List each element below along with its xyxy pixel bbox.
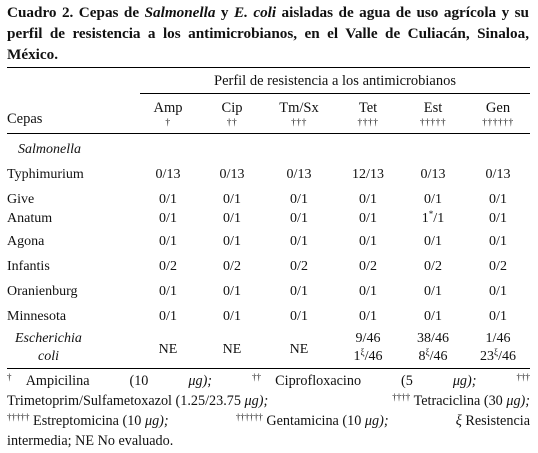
ecoli-tmsx: NE — [289, 342, 309, 357]
header-rule — [7, 133, 530, 134]
ecoli-tet-total: 9/46 — [355, 331, 381, 346]
table-cell: 0/2 — [359, 259, 377, 274]
caption-text: Cuadro 2. Cepas de — [7, 4, 145, 21]
top-rule — [7, 67, 530, 68]
ecoli-est-total: 38/46 — [417, 331, 449, 346]
row-name: Oranienburg — [7, 284, 78, 299]
table-cell: 0/1 — [489, 234, 507, 249]
col-header-amp: Amp — [153, 100, 183, 116]
table-cell: 0/1 — [424, 309, 442, 324]
table-cell: 1*/1 — [421, 209, 445, 226]
table-cell: 0/1 — [159, 192, 177, 207]
table-cell: 0/1 — [359, 234, 377, 249]
ecoli-gen-total: 1/46 — [485, 331, 511, 346]
footnote-mark: ††††† — [7, 412, 30, 422]
col-mark-tet: †††† — [357, 118, 379, 128]
group-header: Perfil de resistencia a los antimicrobianos — [214, 73, 456, 89]
footnote-line2: Trimetoprim/Sulfametoxazol (1.25/23.75 μg); †††† Tetraciclina (30 μg); — [7, 392, 530, 409]
xi-mark: ξ — [360, 347, 365, 357]
table-cell: 0/13 — [219, 167, 245, 182]
row-name: Give — [7, 192, 35, 207]
col-mark-amp: † — [165, 118, 171, 128]
table-cell: 0/1 — [290, 192, 308, 207]
ecoli-est-intermediate: $8^\xi/46$ — [418, 347, 448, 364]
table-cell: 0/1 — [223, 211, 241, 226]
table-cell: 0/1 — [290, 284, 308, 299]
footnote-line1: † Ampicilina (10 μg); †† Ciprofloxacino (5 μg); ††† — [7, 372, 530, 389]
col-header-cip: Cip — [221, 100, 243, 116]
table-cell: 0/2 — [223, 259, 241, 274]
col-mark-gen: †††††† — [482, 118, 514, 128]
table-cell: 0/1 — [424, 234, 442, 249]
table-cell: 0/2 — [424, 259, 442, 274]
row-name: Typhimurium — [7, 167, 84, 182]
table-cell: 0/1 — [290, 211, 308, 226]
table-cell: 0/2 — [290, 259, 308, 274]
table-cell: 0/1 — [159, 284, 177, 299]
table-cell: 0/1 — [359, 284, 377, 299]
col-mark-cip: †† — [226, 118, 238, 128]
table-cell: 0/1 — [223, 309, 241, 324]
asterisk-mark: * — [428, 209, 434, 219]
table-cell: 0/1 — [489, 192, 507, 207]
ecoli-name-line1: Escherichia — [15, 331, 82, 346]
table-cell: 0/1 — [223, 192, 241, 207]
table-cell: 0/1 — [424, 284, 442, 299]
table-cell: 0/1 — [359, 211, 377, 226]
xi-mark: ξ — [494, 347, 499, 357]
col-mark-est: ††††† — [419, 118, 447, 128]
table-cell: 0/1 — [159, 234, 177, 249]
row-name: Minnesota — [7, 309, 67, 324]
row-name: Infantis — [7, 259, 50, 274]
ecoli-name-line2: coli — [38, 349, 59, 364]
table-cell: 0/1 — [159, 309, 177, 324]
footnote-mark: † — [7, 372, 12, 382]
table-cell: 0/1 — [489, 284, 507, 299]
table-cell: 0/13 — [155, 167, 181, 182]
ecoli-tet-intermediate: $1^\xi/46$ — [353, 347, 383, 364]
table-cell: 0/2 — [489, 259, 507, 274]
table-cell: 0/13 — [485, 167, 511, 182]
table-cell: 0/13 — [420, 167, 446, 182]
footnote-line4: intermedia; NE No evaluado. — [7, 433, 174, 449]
table-cell: 0/1 — [359, 192, 377, 207]
table-cell: 0/1 — [489, 211, 507, 226]
caption-ecoli: E. coli — [233, 4, 277, 21]
caption-text: y — [215, 4, 234, 21]
table-cell: 0/1 — [290, 309, 308, 324]
table-cell: 0/1 — [290, 234, 308, 249]
table-cell: 0/1 — [159, 211, 177, 226]
caption-text: aisladas de agua de uso agrícola y su perfil de resistencia a los antimicrobianos, en el Valle de Culiacán, Sinaloa, México. — [7, 4, 529, 63]
col-header-tet: Tet — [358, 100, 378, 116]
col-mark-tmsx: ††† — [291, 118, 307, 128]
col-header-est: Est — [423, 100, 443, 116]
ecoli-amp: NE — [158, 342, 178, 357]
bottom-rule — [7, 368, 530, 369]
table-cell: 0/2 — [159, 259, 177, 274]
caption-salmonella: Salmonella — [144, 4, 216, 21]
table-cell: 12/13 — [352, 167, 384, 182]
table-cell: 0/1 — [359, 309, 377, 324]
table-cell: 0/13 — [286, 167, 312, 182]
col-header-tmsx: Tm/Sx — [279, 100, 319, 116]
footnote-mark: †††††† — [235, 412, 263, 422]
group-header-rule — [140, 93, 530, 94]
section-label-salmonella: Salmonella — [18, 142, 81, 157]
table-cell: 0/1 — [424, 192, 442, 207]
table-cell: 0/1 — [223, 284, 241, 299]
footnote-mark: ††† — [516, 372, 530, 382]
footnote-line3: ††††† Estreptomicina (10 μg); †††††† Gentamicina (10 μg); ξ Resistencia — [7, 412, 530, 429]
row-name: Agona — [7, 234, 45, 249]
footnote-mark: †† — [251, 372, 261, 382]
row-header: Cepas — [7, 111, 43, 127]
table-caption — [7, 2, 529, 65]
table-cell: 0/1 — [489, 309, 507, 324]
row-name: Anatum — [7, 211, 53, 226]
xi-mark: ξ — [425, 347, 430, 357]
ecoli-gen-intermediate: $23^\xi/46$ — [480, 347, 516, 364]
table-cell: 0/1 — [223, 234, 241, 249]
ecoli-cip: NE — [222, 342, 242, 357]
footnote-mark: †††† — [392, 392, 411, 402]
col-header-gen: Gen — [485, 100, 511, 116]
